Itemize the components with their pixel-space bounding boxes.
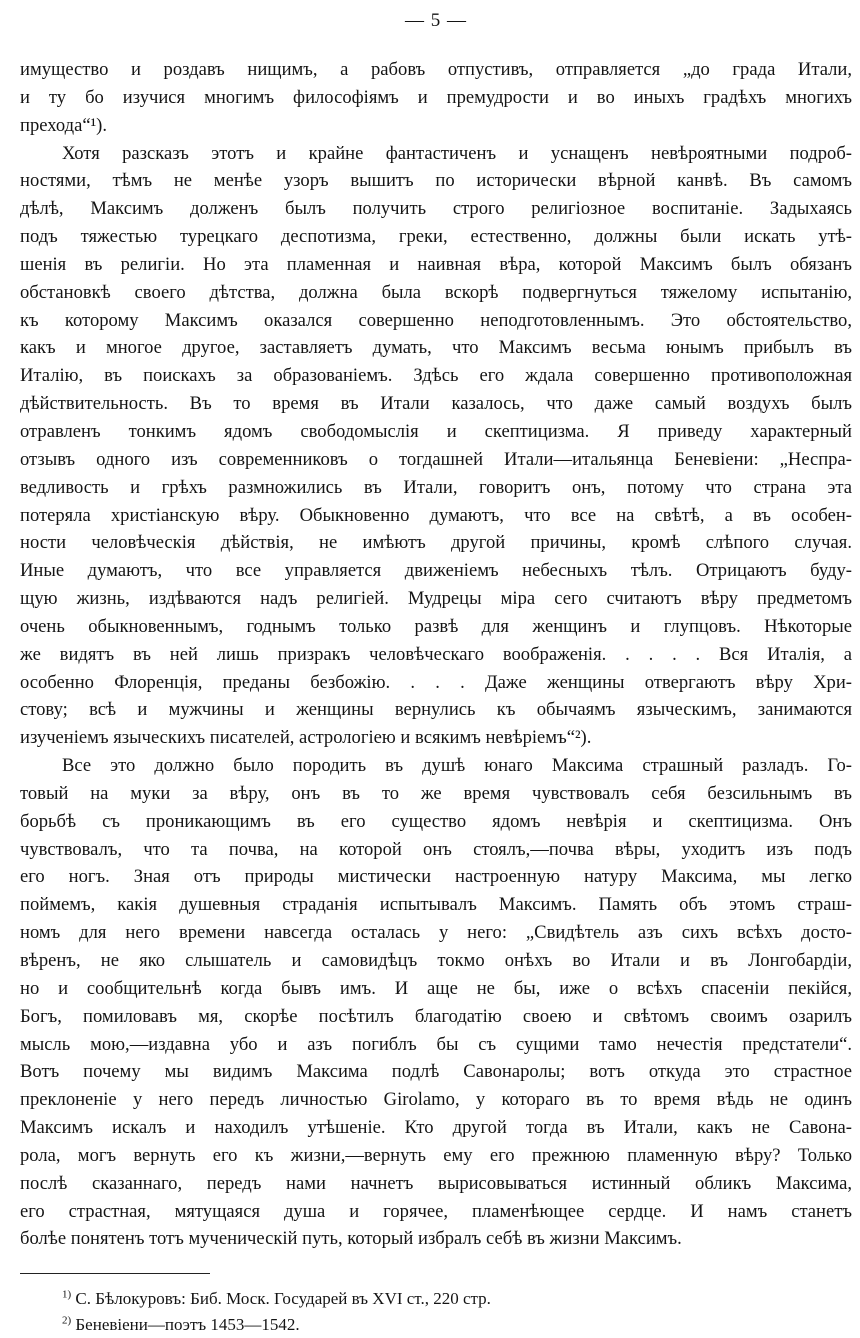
text-line: Вотъ почему мы видимъ Максима подлѣ Савонаролы; вотъ откуда это страстное: [20, 1061, 852, 1083]
text-line: послѣ сказаннаго, передъ нами начнетъ вырисовываться истинный обликъ Максима,: [20, 1172, 852, 1194]
text-line: Все это должно было породить въ душѣ юнаго Максима страшный разладъ. Го-: [62, 755, 852, 777]
text-line: щую жизнь, издѣваются надъ религiей. Мудрецы мiра сего считаютъ вѣру предметомъ: [20, 588, 852, 610]
footnote-mark: 2): [62, 1314, 72, 1327]
text-line: особенно Флоренцiя, преданы безбожiю. . . . Даже женщины отвергаютъ вѣру Хри-: [20, 671, 852, 693]
text-line: шенiя въ религiи. Но эта пламенная и наивная вѣра, которой Максимъ былъ обязанъ: [20, 253, 852, 275]
footnote: [62, 1286, 852, 1312]
text-line: потеряла христiанскую вѣру. Обыкновенно думаютъ, что все на свѣтѣ, а въ особен-: [20, 504, 852, 526]
text-line: стову; всѣ и мужчины и женщины вернулись къ обычаямъ языческимъ, занимаются: [20, 699, 852, 721]
text-line: но и сообщительнѣ когда бывъ имъ. И аще не бы, иже о всѣхъ спасенiи пекiйся,: [20, 977, 852, 999]
text-line: подъ тяжестью турецкаго деспотизма, греки, естественно, должны были искать утѣ-: [20, 226, 852, 248]
text-line: мысль мою,—издавна убо и азъ погиблъ бы съ сущими тамо нечестiя предстатели“.: [20, 1033, 852, 1055]
text-line: его страстная, мятущаяся душа и горячее, пламенѣющее сердце. И намъ станетъ: [20, 1200, 852, 1222]
text-line: отравленъ тонкимъ ядомъ свободомыслiя и скептицизма. Я приведу характерный: [20, 420, 852, 442]
text-line: чувствовалъ, что та почва, на которой онъ стоялъ,—почва вѣры, уходитъ изъ подъ: [20, 838, 852, 860]
text-line: Максимъ искалъ и находилъ утѣшенiе. Кто другой тогда въ Итали, какъ не Савона-: [20, 1117, 852, 1139]
text-line: поймемъ, какiя душевныя страданiя испытывалъ Максимъ. Память объ этомъ страш-: [20, 894, 852, 916]
text-line: рола, могъ вернуть его къ жизни,—вернуть ему его прежнюю пламенную вѣру? Только: [20, 1144, 852, 1166]
text-line: очень обыкновеннымъ, годнымъ только развѣ для женщинъ и глупцовъ. Нѣкоторые: [20, 615, 852, 637]
footnote: [62, 1312, 852, 1338]
text-line: имущество и роздавъ нищимъ, а рабовъ отпустивъ, отправляется „до града Итали,: [20, 59, 852, 80]
text-line: вѣренъ, не яко слышатель и самовидѣцъ токмо онѣхъ во Итали и въ Лонгобардiи,: [20, 950, 852, 971]
text-line: обстановкѣ своего дѣтства, должна была вскорѣ подвергнуться тяжелому испытанiю,: [20, 281, 852, 303]
text-line: къ которому Максимъ оказался совершенно неподготовленнымъ. Это обстоятельство,: [20, 309, 852, 331]
text-line: Иные думаютъ, что все управляется движенiемъ небесныхъ тѣлъ. Отрицаютъ буду-: [20, 560, 852, 582]
text-line: изученiемъ языческихъ писателей, астрологiею и всякимъ невѣрiемъ“²).: [20, 727, 592, 749]
footnote-text: С. Бѣлокуровъ: Биб. Моск. Государей въ XVI ст., 220 стр.: [75, 1289, 491, 1309]
text-line: болѣе понятенъ тотъ мученическiй путь, который избралъ себѣ въ жизни Максимъ.: [20, 1228, 682, 1250]
text-line: Богъ, помиловавъ мя, скорѣе посѣтилъ благодатiю своею и свѣтомъ своимъ озарилъ: [20, 1005, 852, 1027]
text-line: дѣлѣ, Максимъ долженъ былъ получить строго религiозное воспитанiе. Задыхаясь: [20, 198, 852, 220]
text-line: дѣйствительность. Въ то время въ Итали казалось, что даже самый воздухъ былъ: [20, 393, 852, 415]
text-line: и ту бо изучися многимъ философiямъ и премудрости и во иныхъ градѣхъ многихъ: [20, 86, 852, 108]
text-line: преклоненiе у него передъ личностью Girolamo, у котораго въ то время вѣдь не одинъ: [20, 1089, 852, 1111]
body-text: [20, 56, 852, 1253]
footnote-divider: [20, 1273, 210, 1274]
text-line: товый на муки за вѣру, онъ въ то же время чувствовалъ себя безсильнымъ въ: [20, 782, 852, 804]
text-line: ведливость и грѣхъ размножились въ Итали, говоритъ онъ, потому что страна эта: [20, 476, 852, 498]
book-page: [20, 8, 852, 1338]
text-line: Италiю, въ поискахъ за образованiемъ. Здѣсь его ждала совершенно противоположная: [20, 365, 852, 387]
text-line: отзывъ одного изъ современниковъ о тогдашней Итали—итальянца Беневiени: „Неспра-: [20, 448, 852, 470]
footnote-text: Беневiени—поэтъ 1453—1542.: [75, 1315, 300, 1335]
footnotes: [20, 1286, 852, 1338]
footnote-mark: 1): [62, 1288, 72, 1301]
text-line: номъ для него времени навсегда осталась у него: „Свидѣтель азъ сихъ всѣхъ досто-: [20, 922, 852, 944]
page-number: — 5 —: [405, 10, 467, 31]
text-line: же видятъ въ ней лишь призракъ человѣческаго воображенiя. . . . . Вся Италiя, а: [20, 643, 852, 665]
text-line: Хотя разсказъ этотъ и крайне фантастиченъ и уснащенъ невѣроятными подроб-: [62, 142, 852, 164]
text-line: какъ и многое другое, заставляетъ думать, что Максимъ весьма юнымъ прибылъ въ: [20, 337, 852, 359]
text-line: борьбѣ съ проникающимъ въ его существо ядомъ невѣрiя и скептицизма. Онъ: [20, 810, 852, 832]
text-line: ностями, тѣмъ не менѣе узоръ вышитъ по исторически вѣрной канвѣ. Въ самомъ: [20, 170, 852, 192]
text-line: его ногъ. Зная отъ природы мистически настроенную натуру Максима, мы легко: [20, 866, 852, 888]
text-line: ности человѣческiя дѣйствiя, не имѣютъ другой причины, кромѣ слѣпого случая.: [20, 532, 852, 554]
text-line: прехода“¹).: [20, 114, 107, 136]
